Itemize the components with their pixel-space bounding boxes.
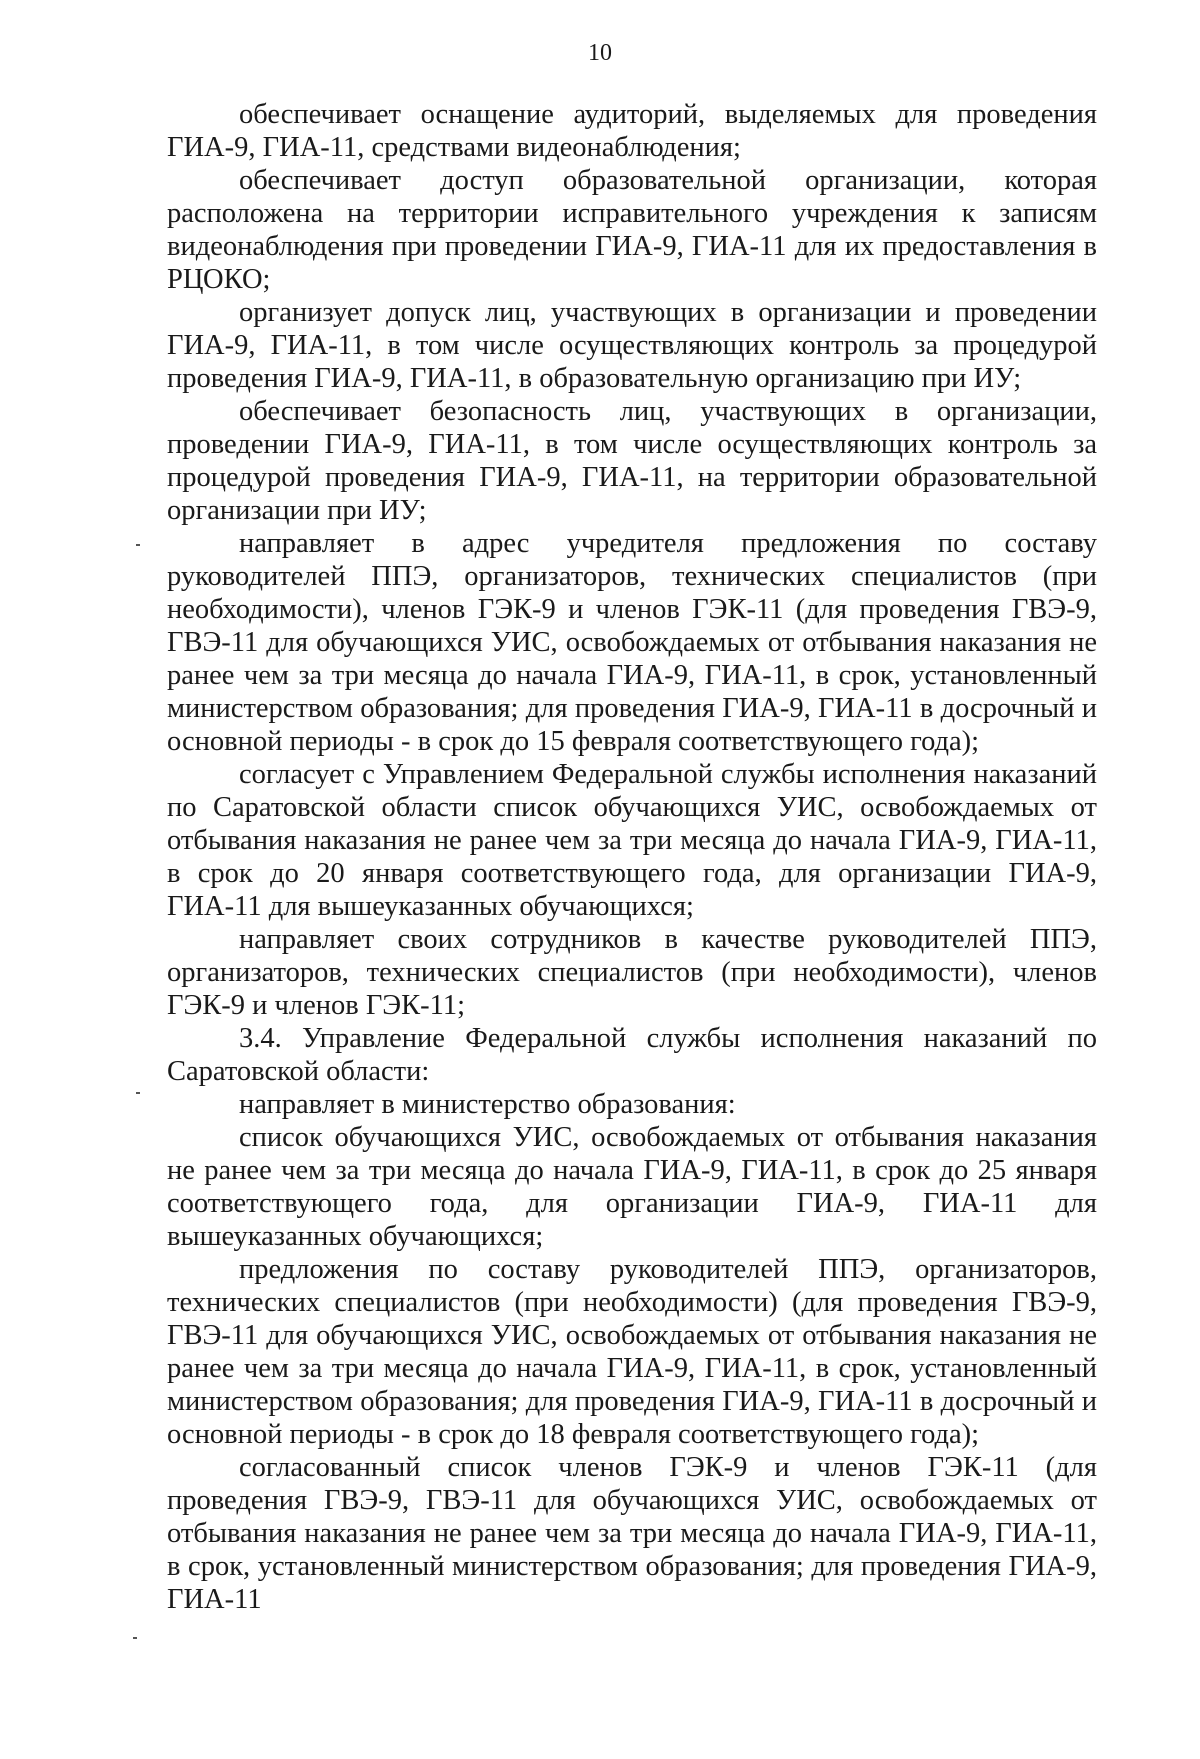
paragraph: обеспечивает оснащение аудиторий, выделяемых для проведения ГИА-9, ГИА-11, средствами видеонаблюдения;: [167, 99, 1097, 163]
paragraph: организует допуск лиц, участвующих в организации и проведении ГИА-9, ГИА-11, в том числе осуществляющих контроль за процедурой проведения ГИА-9, ГИА-11, в образовательную организацию при ИУ;: [167, 297, 1097, 394]
paragraph: обеспечивает доступ образовательной организации, которая расположена на территории исправительного учреждения к записям видеонаблюдения при проведении ГИА-9, ГИА-11 для их предоставления в РЦОКО;: [167, 165, 1097, 295]
section-heading-paragraph: 3.4. Управление Федеральной службы исполнения наказаний по Саратовской области:: [167, 1023, 1097, 1087]
paragraph: предложения по составу руководителей ППЭ, организаторов, технических специалистов (при необходимости) (для проведения ГВЭ-9, ГВЭ-11 для обучающихся УИС, освобождаемых от отбывания наказания не ранее чем за три месяца до начала ГИА-9, ГИА-11, в срок, установленный министерством образования; для проведения ГИА-9, ГИА-11 в досрочный и основной периоды - в срок до 18 февраля соответствующего года);: [167, 1254, 1097, 1450]
paragraph: направляет в министерство образования:: [239, 1089, 736, 1120]
paragraph: направляет своих сотрудников в качестве руководителей ППЭ, организаторов, технических специалистов (при необходимости), членов ГЭК-9 и членов ГЭК-11;: [167, 924, 1097, 1021]
document-body: [167, 98, 1097, 1616]
paragraph: направляет в адрес учредителя предложения по составу руководителей ППЭ, организаторов, технических специалистов (при необходимости), членов ГЭК-9 и членов ГЭК-11 (для проведения ГВЭ-9, ГВЭ-11 для обучающихся УИС, освобождаемых от отбывания наказания не ранее чем за три месяца до начала ГИА-9, ГИА-11, в срок, установленный министерством образования; для проведения ГИА-9, ГИА-11 в досрочный и основной периоды - в срок до 15 февраля соответствующего года);: [167, 528, 1097, 757]
scan-speck: [136, 544, 140, 546]
paragraph: согласованный список членов ГЭК-9 и членов ГЭК-11 (для проведения ГВЭ-9, ГВЭ-11 для обучающихся УИС, освобождаемых от отбывания наказания не ранее чем за три месяца до начала ГИА-9, ГИА-11, в срок, установленный министерством образования; для проведения ГИА-9, ГИА-11: [167, 1452, 1097, 1615]
paragraph: список обучающихся УИС, освобождаемых от отбывания наказания не ранее чем за три месяца до начала ГИА-9, ГИА-11, в срок до 25 января соответствующего года, для организации ГИА-9, ГИА-11 для вышеуказанных обучающихся;: [167, 1122, 1097, 1252]
paragraph: обеспечивает безопасность лиц, участвующих в организации, проведении ГИА-9, ГИА-11, в том числе осуществляющих контроль за процедурой проведения ГИА-9, ГИА-11, на территории образовательной организации при ИУ;: [167, 396, 1097, 526]
scan-speck: [136, 1092, 140, 1094]
page-number: 10: [588, 40, 612, 66]
scan-speck: [133, 1637, 137, 1639]
paragraph: согласует с Управлением Федеральной службы исполнения наказаний по Саратовской области список обучающихся УИС, освобождаемых от отбывания наказания не ранее чем за три месяца до начала ГИА-9, ГИА-11, в срок до 20 января соответствующего года, для организации ГИА-9, ГИА-11 для вышеуказанных обучающихся;: [167, 759, 1097, 922]
